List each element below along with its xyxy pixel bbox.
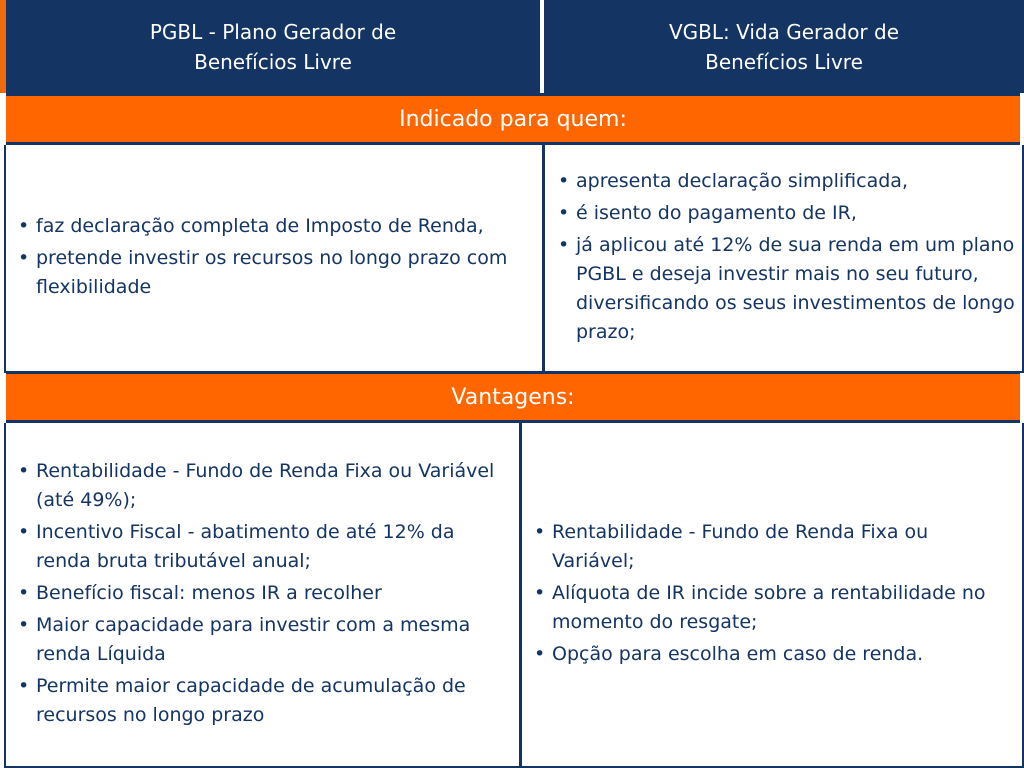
bullet-item: • Maior capacidade para investir com a mesma renda Líquida <box>14 611 514 669</box>
pgbl-title-line2: Benefícios Livre <box>194 49 352 74</box>
vantagens-pgbl-cell <box>14 423 514 766</box>
pgbl-column-header <box>6 0 540 93</box>
vantagens-vgbl-list <box>530 518 1016 672</box>
bullet-item: • Opção para escolha em caso de renda. <box>530 640 1016 669</box>
bullet-item: • Rentabilidade - Fundo de Renda Fixa ou Variável (até 49%); <box>14 457 514 515</box>
bullet-item: • apresenta declaração simplificada, <box>554 167 1016 196</box>
vantagens-content-row <box>4 423 1024 768</box>
indicado-vgbl-list <box>554 167 1016 350</box>
indicado-content-row <box>4 145 1024 373</box>
indicado-pgbl-list <box>14 212 534 305</box>
bullet-item: • Permite maior capacidade de acumulação de recursos no longo prazo <box>14 672 514 730</box>
vgbl-column-header <box>544 0 1024 93</box>
bullet-item: • Rentabilidade - Fundo de Renda Fixa ou Variável; <box>530 518 1016 576</box>
bullet-item: • faz declaração completa de Imposto de Renda, <box>14 212 534 241</box>
bullet-item: • Incentivo Fiscal - abatimento de até 12% da renda bruta tributável anual; <box>14 518 514 576</box>
pgbl-title-line1: PGBL - Plano Gerador de <box>149 19 397 44</box>
bullet-item: • pretende investir os recursos no longo prazo com flexibilidade <box>14 244 534 302</box>
vantagens-section-title: Vantagens: <box>451 384 575 410</box>
bullet-item: • Alíquota de IR incide sobre a rentabilidade no momento do resgate; <box>530 579 1016 637</box>
vgbl-title-line1: VGBL: Vida Gerador de <box>668 19 900 44</box>
indicado-section-title: Indicado para quem: <box>399 106 627 132</box>
vantagens-section-heading <box>6 371 1020 423</box>
indicado-section-heading <box>6 93 1020 145</box>
indicado-column-divider <box>542 145 545 371</box>
bullet-item: • já aplicou até 12% de sua renda em um plano PGBL e deseja investir mais no seu futuro, diversificando os seus investimentos de longo prazo; <box>554 231 1016 347</box>
comparison-header <box>0 0 1024 93</box>
vantagens-vgbl-cell <box>530 423 1016 766</box>
bullet-item: • Benefício fiscal: menos IR a recolher <box>14 579 514 608</box>
vantagens-column-divider <box>519 423 522 766</box>
bullet-item: • é isento do pagamento de IR, <box>554 199 1016 228</box>
indicado-pgbl-cell <box>14 145 534 371</box>
vantagens-pgbl-list <box>14 457 514 733</box>
vgbl-title-line2: Benefícios Livre <box>705 49 863 74</box>
indicado-vgbl-cell <box>554 145 1016 371</box>
